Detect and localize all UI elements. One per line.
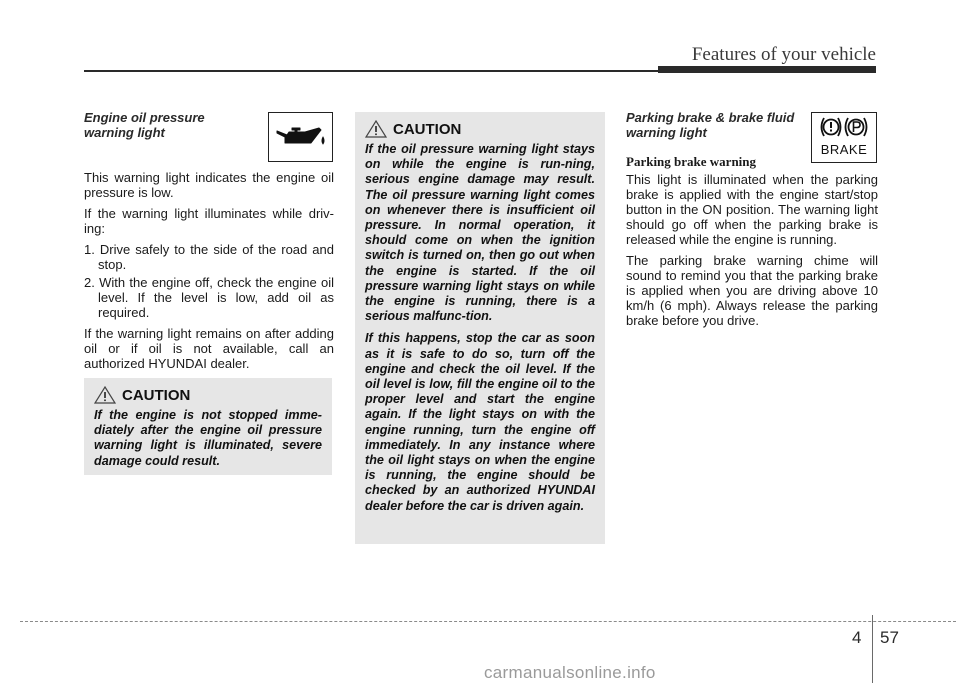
parking-title-line2: warning light (626, 125, 707, 140)
warning-triangle-icon (94, 386, 116, 404)
parking-brake-subheading: Parking brake warning (626, 154, 757, 169)
oil-can-icon (268, 112, 333, 162)
warning-triangle-icon (365, 120, 387, 138)
oil-step-1: 1. Drive safely to the side of the road and stop. (84, 242, 334, 272)
parking-title-line1: Parking brake & brake fluid (626, 110, 795, 125)
caution-large-paragraph-1: If the oil pressure warning light stays on while the engine is run-ning, serious engine damage may result. The oil pressure warning light comes on whenever there is insufficient oil pressure. In normal operation, it should come on when the ignition switch is turned on, then go out when the engine is started. If the oil pressure warning light stays on while the engine is running, there is a serious malfunc-tion. (365, 142, 595, 324)
chapter-title: Features of your vehicle (691, 44, 876, 65)
caution-large-paragraph-2: If this happens, stop the car as soon as it is safe to do so, turn off the engine and check the oil level. If the oil level is low, fill the engine oil to the proper level and start the engine again. If the light stays on with the engine running, turn the engine off immediately. In any instance where the oil light stays on when the engine is running, the engine should be checked by an authorized HYUNDAI dealer before the car is driven again. (365, 331, 595, 513)
parking-paragraph-1: This light is illuminated when the parking brake is applied with the engine start/stop button in the ON position. The warning light should go off when the parking brake is released while the engine is running. (626, 172, 878, 247)
footer-rule (20, 621, 956, 622)
oil-title-line1: Engine oil pressure (84, 110, 205, 125)
brake-icon-label: BRAKE (820, 142, 868, 157)
page-number: 57 (880, 628, 899, 647)
caution-box-large (355, 112, 605, 544)
caution-label: CAUTION (393, 120, 462, 138)
caution-label: CAUTION (122, 386, 191, 404)
caution-box-small (84, 378, 332, 475)
caution-heading (365, 120, 595, 138)
oil-paragraph-2: If the warning light illuminates while driv-ing: (84, 206, 334, 236)
brake-warning-icon (811, 112, 877, 163)
caution-heading (94, 386, 322, 404)
oil-step-2: 2. With the engine off, check the engine oil level. If the level is low, add oil as required. (84, 275, 334, 320)
caution-small-text: If the engine is not stopped imme-diately after the engine oil pressure warning light is illuminated, severe damage could result. (94, 408, 322, 468)
parking-paragraph-2: The parking brake warning chime will sound to remind you that the parking brake is applied when you are driving above 10 km/h (6 mph). Always release the parking brake before you drive. (626, 253, 878, 328)
oil-paragraph-3: If the warning light remains on after adding oil or if oil is not available, call an authorized HYUNDAI dealer. (84, 326, 334, 371)
oil-paragraph-1: This warning light indicates the engine oil pressure is low. (84, 170, 334, 200)
caution-large-text (365, 142, 595, 514)
parking-brake-body (626, 172, 878, 328)
header-rule-accent (658, 66, 876, 73)
footer-separator (872, 615, 873, 683)
oil-steps (84, 242, 334, 320)
oil-pressure-body (84, 170, 334, 371)
chapter-number: 4 (852, 628, 862, 647)
watermark: carmanualsonline.info (484, 663, 656, 682)
oil-title-line2: warning light (84, 125, 165, 140)
